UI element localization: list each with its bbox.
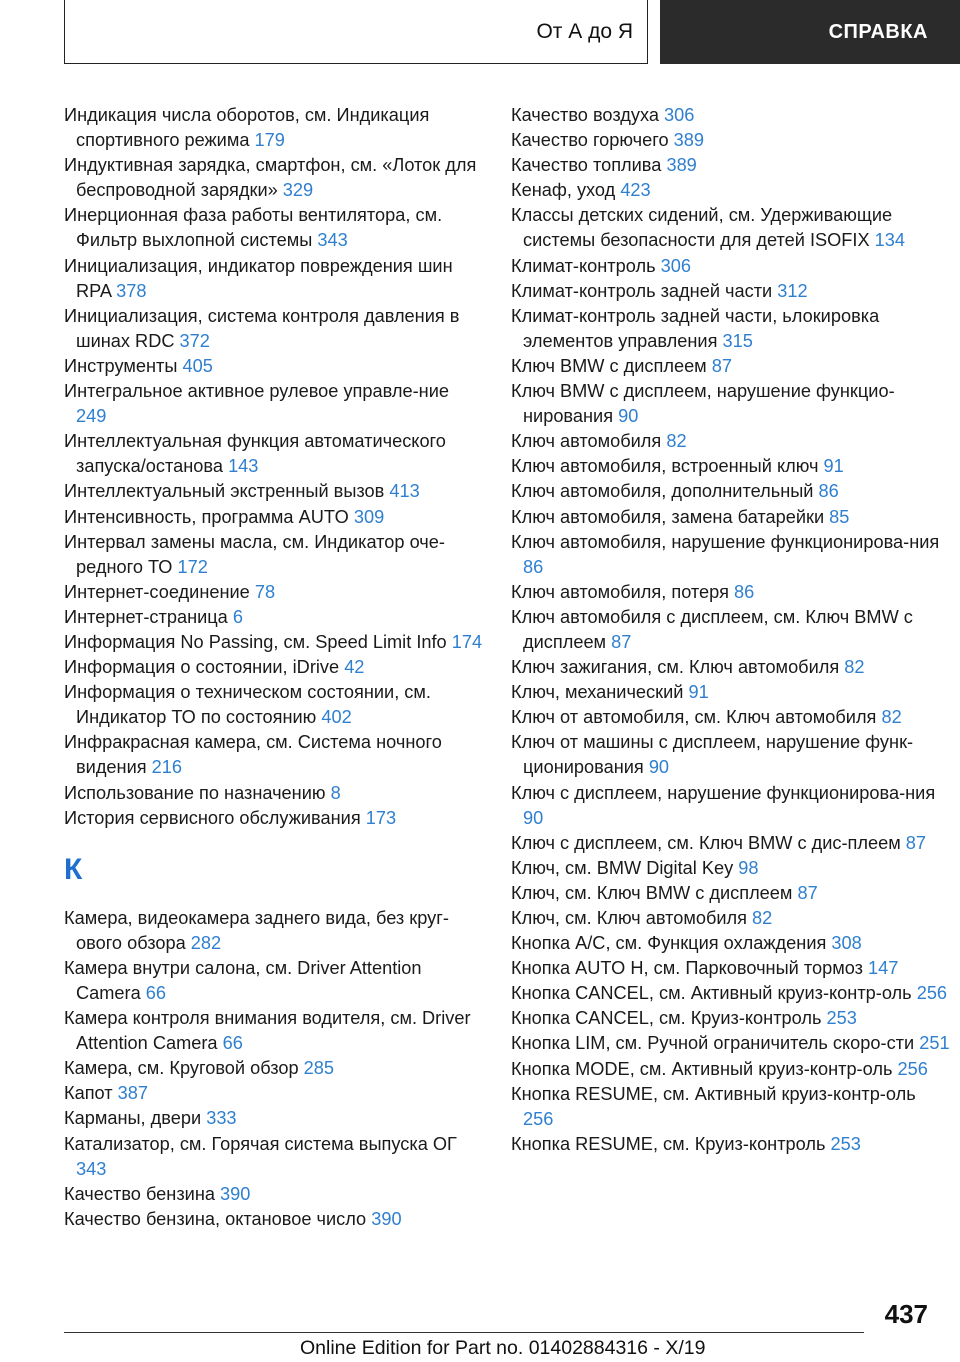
index-entry-text: Качество бензина, октановое число (64, 1208, 367, 1229)
page-reference-link[interactable]: 390 (371, 1208, 402, 1229)
index-entry-text: Ключ зажигания, см. Ключ автомобиля (511, 657, 840, 678)
index-entry-text: Кенаф, уход (511, 180, 616, 201)
page-reference-link[interactable]: 343 (76, 1158, 107, 1179)
index-entry-text: Индикация числа оборотов, см. Индикация спортивного режима (64, 105, 430, 151)
index-entry (64, 530, 484, 580)
index-entry (64, 630, 484, 655)
page-reference-link[interactable]: 253 (830, 1133, 861, 1154)
index-entry (64, 479, 484, 504)
index-entry-text: Инструменты (64, 355, 178, 376)
index-entry (64, 254, 484, 304)
index-entry-text: Интернет-соединение (64, 581, 250, 602)
index-entry-text: Ключ BMW с дисплеем (511, 355, 707, 376)
page-reference-link[interactable]: 256 (916, 983, 948, 1004)
index-column-left (64, 103, 484, 1232)
page-reference-link[interactable]: 91 (823, 456, 844, 477)
index-entry (64, 1207, 484, 1232)
index-entry (511, 856, 951, 881)
index-entry (64, 203, 484, 253)
page-reference-link[interactable]: 172 (177, 556, 208, 577)
index-entry-text: Камера, см. Круговой обзор (64, 1058, 299, 1079)
index-entry-text: Индуктивная зарядка, смартфон, см. «Лоток для беспроводной зарядки» (64, 155, 477, 201)
index-entry (511, 153, 951, 178)
index-entry-text: Климат-контроль задней части (511, 280, 773, 301)
index-entry-text: Ключ автомобиля, нарушение функционирова-ния (511, 531, 940, 552)
index-entry (64, 429, 484, 479)
index-entry (64, 505, 484, 530)
index-entry-text: Качество топлива (511, 155, 662, 176)
index-entry (511, 1006, 951, 1031)
index-entry (64, 605, 484, 630)
index-entry (511, 304, 951, 354)
index-entry (511, 831, 951, 856)
index-entry (511, 454, 951, 479)
index-entry-text: Интегральное активное рулевое управле-ние (64, 381, 449, 402)
index-entry-text: Инициализация, система контроля давления в шинах RDC (64, 305, 460, 351)
page-reference-link[interactable]: 312 (777, 280, 808, 301)
page-reference-link[interactable]: 66 (222, 1033, 243, 1054)
index-entry (64, 354, 484, 379)
index-entry (511, 1082, 951, 1132)
index-entry-text: Инерционная фаза работы вентилятора, см. Фильтр выхлопной системы (64, 205, 443, 251)
index-entry-text: Кнопка MODE, см. Активный круиз-контр-оль (511, 1058, 893, 1079)
page-reference-link[interactable]: 329 (282, 180, 314, 201)
page-reference-link[interactable]: 87 (611, 631, 632, 652)
index-entry (511, 981, 951, 1006)
index-entry (64, 1006, 484, 1056)
page-reference-link[interactable]: 87 (797, 882, 818, 903)
index-entry-text: Информация о техническом состоянии, см. Индикатор ТО по состоянию (64, 682, 431, 728)
index-entry-text: Инфракрасная камера, см. Система ночного видения (64, 732, 442, 778)
index-entry-text: Кнопка RESUME, см. Круиз-контроль (511, 1133, 826, 1154)
page-reference-link[interactable]: 389 (673, 130, 705, 151)
index-entry-text: Качество воздуха (511, 105, 659, 125)
page-reference-link[interactable]: 333 (206, 1108, 237, 1129)
index-entry-text: Ключ автомобиля, дополнительный (511, 481, 814, 502)
page-reference-link[interactable]: 249 (76, 406, 107, 427)
index-entry-text: Ключ с дисплеем, см. Ключ BMW с дис-плеем (511, 832, 901, 853)
page-number: 437 (884, 1299, 928, 1329)
page-reference-link[interactable]: 309 (353, 506, 385, 527)
index-entry-text: Качество горючего (511, 130, 669, 151)
index-entry-text: Инициализация, индикатор повреждения шин RPA (64, 255, 453, 301)
index-entry-text: Качество бензина (64, 1183, 215, 1204)
index-entry (511, 956, 951, 981)
index-entry (64, 379, 484, 429)
index-entry-text: Ключ от машины с дисплеем, нарушение функ-ционирования (511, 732, 914, 778)
index-entry (511, 781, 951, 831)
index-entry-text: Катализатор, см. Горячая система выпуска ОГ (64, 1133, 457, 1154)
page-reference-link[interactable]: 86 (818, 481, 839, 502)
index-entry (64, 304, 484, 354)
page-reference-link[interactable]: 82 (666, 431, 687, 452)
index-entry (511, 279, 951, 304)
index-entry-text: Кнопка A/C, см. Функция охлаждения (511, 933, 827, 954)
page-reference-link[interactable]: 256 (897, 1058, 928, 1079)
index-entry-text: Кнопка CANCEL, см. Активный круиз-контр-оль (511, 983, 912, 1004)
index-entry (511, 479, 951, 504)
index-entry-text: Ключ с дисплеем, нарушение функционирова-ния (511, 782, 936, 803)
page-reference-link[interactable]: 282 (190, 932, 222, 953)
page-reference-link[interactable]: 402 (321, 707, 352, 728)
index-entry (511, 1031, 951, 1056)
index-entry (511, 705, 951, 730)
page-reference-link[interactable]: 405 (182, 355, 213, 376)
page-reference-link[interactable]: 306 (664, 105, 695, 125)
index-entry-text: Ключ, см. BMW Digital Key (511, 857, 734, 878)
index-entry-text: Ключ, см. Ключ BMW с дисплеем (511, 882, 793, 903)
index-entry (64, 906, 484, 956)
index-entry (64, 1182, 484, 1207)
page-reference-link[interactable]: 387 (117, 1083, 149, 1104)
index-entry (511, 354, 951, 379)
index-entry-text: Климат-контроль (511, 255, 656, 276)
index-entry-text: Информация о состоянии, iDrive (64, 657, 340, 678)
index-entry-text: Камера, видеокамера заднего вида, без круг-ового обзора (64, 907, 449, 953)
page-reference-link[interactable]: 86 (733, 581, 755, 602)
page-reference-link[interactable]: 378 (116, 280, 147, 301)
index-entry-text: Кнопка CANCEL, см. Круиз-контроль (511, 1008, 822, 1029)
page-reference-link[interactable]: 78 (254, 581, 276, 602)
index-entry (511, 605, 951, 655)
index-entry (511, 580, 951, 605)
index-entry-text: Карманы, двери (64, 1108, 202, 1129)
page-reference-link[interactable]: 147 (868, 958, 899, 979)
page-reference-link[interactable]: 143 (228, 456, 259, 477)
index-entry (511, 881, 951, 906)
index-entry (511, 530, 951, 580)
page-reference-link[interactable]: 423 (620, 180, 651, 201)
index-entry (511, 103, 951, 128)
page-reference-link[interactable]: 91 (688, 682, 709, 703)
index-entry (64, 103, 484, 153)
footer-edition: Online Edition for Part no. 01402884316 - X/19 (300, 1337, 706, 1359)
index-entry-text: Климат-контроль задней части, ьлокировка элементов управления (511, 305, 880, 351)
index-entry-text: Ключ, см. Ключ автомобиля (511, 908, 747, 928)
page-reference-link[interactable]: 98 (738, 857, 759, 878)
index-entry-text: Ключ автомобиля (511, 431, 662, 452)
page-reference-link[interactable]: 315 (722, 330, 753, 351)
page-reference-link[interactable]: 256 (523, 1108, 554, 1129)
index-entry-text: Ключ автомобиля, потеря (511, 581, 729, 602)
index-entry (64, 806, 484, 831)
index-entry-text: История сервисного обслуживания (64, 807, 361, 828)
index-column-right (511, 103, 951, 1157)
tab-a-to-z[interactable]: От А до Я (64, 0, 648, 64)
index-entry (64, 680, 484, 730)
index-entry-text: Информация No Passing, см. Speed Limit Info (64, 631, 447, 652)
page-reference-link[interactable]: 82 (844, 657, 865, 678)
index-entry (64, 655, 484, 680)
page-reference-link[interactable]: 90 (648, 757, 670, 778)
page-reference-link[interactable]: 82 (881, 707, 902, 728)
page-reference-link[interactable]: 82 (752, 908, 773, 928)
page-reference-link[interactable]: 86 (523, 556, 544, 577)
index-entry (64, 1132, 484, 1182)
page-reference-link[interactable]: 372 (179, 330, 210, 351)
index-entry (511, 379, 951, 429)
index-entry (64, 956, 484, 1006)
page-reference-link[interactable]: 87 (905, 832, 927, 853)
index-entry (64, 730, 484, 780)
page-reference-link[interactable]: 285 (303, 1058, 335, 1079)
index-entry-text: Ключ, механический (511, 682, 684, 703)
index-entry (64, 1056, 484, 1081)
index-entry-text: Ключ автомобиля, встроенный ключ (511, 456, 819, 477)
index-entry-text: Камера контроля внимания водителя, см. Driver Attention Camera (64, 1008, 471, 1054)
page-reference-link[interactable]: 413 (389, 481, 420, 502)
index-entry (511, 254, 951, 279)
index-entry-text: Использование по назначению (64, 782, 326, 803)
index-entry-text: Ключ BMW с дисплеем, нарушение функцио-нирования (511, 381, 895, 427)
page-reference-link[interactable]: 8 (330, 782, 341, 803)
page-reference-link[interactable]: 253 (826, 1008, 857, 1029)
page-reference-link[interactable]: 85 (829, 506, 850, 527)
page-reference-link[interactable]: 390 (220, 1183, 251, 1204)
index-entry-text: Кнопка LIM, см. Ручной ограничитель скоро-сти (511, 1033, 915, 1054)
index-entry-text: Камера внутри салона, см. Driver Attention Camera (64, 957, 422, 1003)
index-entry-text: Интервал замены масла, см. Индикатор оче-редного ТО (64, 531, 445, 577)
index-entry (511, 203, 951, 253)
index-entry (64, 580, 484, 605)
index-entry (64, 781, 484, 806)
index-entry-text: Капот (64, 1083, 113, 1104)
index-entry-text: Ключ автомобиля с дисплеем, см. Ключ BMW с дисплеем (511, 606, 913, 652)
page-reference-link[interactable]: 389 (666, 155, 697, 176)
page-reference-link[interactable]: 306 (660, 255, 691, 276)
page-reference-link[interactable]: 216 (151, 757, 183, 778)
page-reference-link[interactable]: 308 (831, 933, 862, 954)
index-entry-text: Классы детских сидений, см. Удерживающие системы безопасности для детей ISOFIX (511, 205, 893, 251)
page-header (0, 0, 960, 66)
index-entry (511, 1057, 951, 1082)
page-reference-link[interactable]: 343 (317, 230, 348, 251)
index-entry (511, 178, 951, 203)
index-entry-text: Интеллектуальный экстренный вызов (64, 481, 385, 502)
page-reference-link[interactable]: 173 (365, 807, 397, 828)
index-entry-text: Интенсивность, программа AUTO (64, 506, 349, 527)
index-entry (511, 906, 951, 931)
index-entry (511, 730, 951, 780)
index-entry-text: Ключ автомобиля, замена батарейки (511, 506, 825, 527)
index-entry-text: Интернет-страница (64, 606, 228, 627)
tab-reference[interactable]: СПРАВКА (660, 0, 960, 64)
page-reference-link[interactable]: 6 (232, 606, 243, 627)
page-reference-link[interactable]: 42 (344, 657, 365, 678)
index-entry (511, 128, 951, 153)
page-reference-link[interactable]: 134 (874, 230, 905, 251)
page-reference-link[interactable]: 66 (145, 983, 166, 1003)
index-entry (64, 1081, 484, 1106)
index-entry (511, 680, 951, 705)
page-reference-link[interactable]: 174 (451, 631, 483, 652)
page-reference-link[interactable]: 90 (523, 807, 544, 828)
index-entry-text: Ключ от автомобиля, см. Ключ автомобиля (511, 707, 877, 728)
index-entry (64, 153, 484, 203)
page-reference-link[interactable]: 179 (254, 130, 285, 151)
index-entry-text: Интеллектуальная функция автоматического запуска/останова (64, 431, 446, 477)
index-entry (511, 505, 951, 530)
index-entry (511, 1132, 951, 1157)
index-entry (511, 429, 951, 454)
page-reference-link[interactable]: 90 (618, 406, 639, 427)
section-letter-heading: К (64, 852, 83, 886)
index-entry-text: Кнопка AUTO H, см. Парковочный тормоз (511, 958, 863, 979)
footer-divider (64, 1332, 864, 1333)
index-entry (511, 931, 951, 956)
index-entry-text: Кнопка RESUME, см. Активный круиз-контр-оль (511, 1083, 916, 1104)
page-reference-link[interactable]: 251 (919, 1033, 950, 1054)
page-reference-link[interactable]: 87 (711, 355, 732, 376)
index-entry (64, 1106, 484, 1131)
index-entry (511, 655, 951, 680)
